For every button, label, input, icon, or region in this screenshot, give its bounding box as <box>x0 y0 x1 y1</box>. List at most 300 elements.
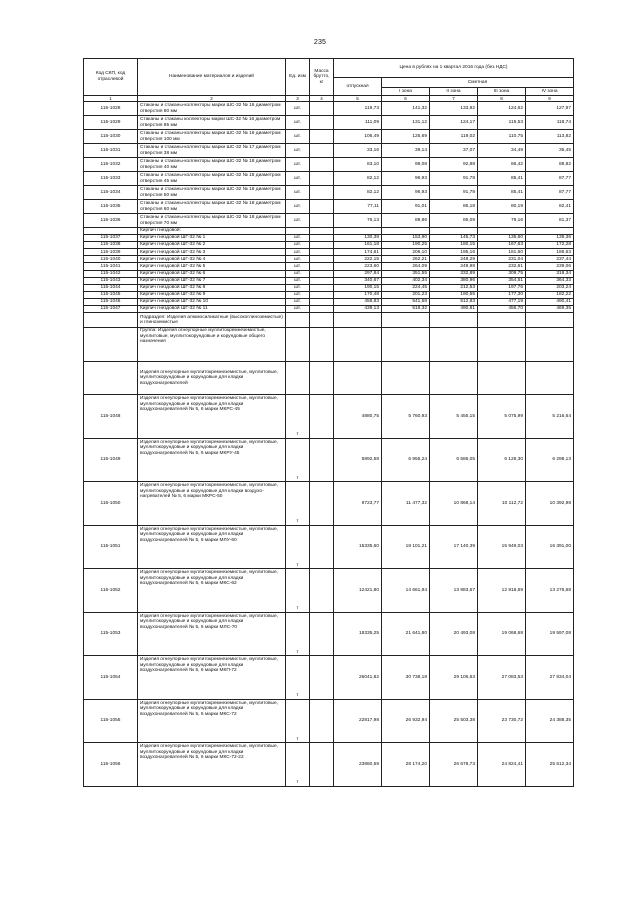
mass-cell <box>310 130 334 144</box>
price-zone-1-cell: 131,12 <box>382 116 430 130</box>
price-zone-2-cell: 133,82 <box>430 102 478 116</box>
code-cell: 115-1055 <box>84 699 138 743</box>
empty-cell <box>334 362 382 395</box>
header-zone-1: I зона <box>382 88 430 96</box>
price-zone-4-cell: 469,35 <box>526 306 574 313</box>
price-zone-3-cell: 27 083,53 <box>478 656 526 700</box>
name-cell: Кирпич гнездовой ШГ-32 № 6 <box>138 270 286 277</box>
table-row <box>84 102 574 116</box>
code-cell <box>84 362 138 395</box>
name-cell: Изделия огнеупорные муллитокремнеземистые, муллитовые, муллитокорундовые и корундовые для кладки воздухонагревателей № 5, 6 марки МКРС-45 <box>138 395 286 439</box>
price-release-cell: 439,13 <box>334 306 382 313</box>
price-release-cell: 119,73 <box>334 102 382 116</box>
price-zone-4-cell: 82,41 <box>526 200 574 214</box>
header-code: Код СКП, код отраслевой <box>84 59 138 96</box>
mass-cell <box>310 569 334 613</box>
unit-cell: т <box>286 612 310 656</box>
price-zone-2-cell: 6 586,05 <box>430 438 478 482</box>
price-zone-2-cell: 332,89 <box>430 270 478 277</box>
price-release-cell: 297,84 <box>334 270 382 277</box>
price-zone-3-cell: 177,30 <box>478 291 526 298</box>
mass-cell <box>310 249 334 256</box>
table-row <box>84 743 574 787</box>
header-zone-4: IV зона <box>526 88 574 96</box>
name-cell: Изделия огнеупорные муллитокремнеземистые, муллитовые, муллитокорундовые и корундовые для кладки воздухонагревателей № 5, 6 марки МЛС-70 <box>138 612 286 656</box>
code-cell <box>84 328 138 362</box>
unit-cell: шт. <box>286 284 310 291</box>
code-cell: 115-1035 <box>84 200 138 214</box>
name-cell: Стаканы и стаканы-коллекторы марки ШС-32 № 18 диаметром отверстия 40 мм <box>138 158 286 172</box>
mass-cell <box>310 270 334 277</box>
column-number: 5 <box>334 96 382 102</box>
price-zone-3-cell: 197,76 <box>478 284 526 291</box>
price-release-cell: 82,12 <box>334 186 382 200</box>
price-zone-2-cell: 212,53 <box>430 284 478 291</box>
code-cell: 115-1054 <box>84 656 138 700</box>
code-cell: 115-1039 <box>84 249 138 256</box>
price-zone-3-cell: 10 112,72 <box>478 482 526 526</box>
code-cell: 115-1056 <box>84 743 138 787</box>
mass-cell <box>310 256 334 263</box>
price-zone-2-cell: 249,98 <box>430 263 478 270</box>
price-zone-4-cell: 27 834,04 <box>526 656 574 700</box>
empty-cell <box>526 313 574 328</box>
price-zone-2-cell: 91,78 <box>430 172 478 186</box>
price-zone-1-cell: 518,32 <box>382 306 430 313</box>
name-cell: Кирпич гнездовой: <box>138 228 286 235</box>
name-cell: Стаканы и стаканы коллекторы марки ШС-32 № 16 диаметром отверстия 85 мм <box>138 116 286 130</box>
price-zone-4-cell: 127,97 <box>526 102 574 116</box>
mass-cell <box>310 242 334 249</box>
code-cell: 115-1053 <box>84 612 138 656</box>
code-cell: 115-1028 <box>84 102 138 116</box>
unit-cell: шт. <box>286 235 310 242</box>
column-number: 1 <box>84 96 138 102</box>
table-row <box>84 656 574 700</box>
price-zone-2-cell: 92,88 <box>430 158 478 172</box>
price-release-cell: 22817,98 <box>334 699 382 743</box>
code-cell: 115-1041 <box>84 263 138 270</box>
price-zone-3-cell: 354,51 <box>478 277 526 284</box>
code-cell: 115-1045 <box>84 291 138 298</box>
price-release-cell: 340,67 <box>334 277 382 284</box>
mass-cell <box>310 116 334 130</box>
price-zone-3-cell: 86,42 <box>478 158 526 172</box>
unit-cell: шт. <box>286 130 310 144</box>
mass-cell <box>310 306 334 313</box>
price-table <box>83 58 574 787</box>
price-zone-1-cell: 96,93 <box>382 186 430 200</box>
subsection-row <box>84 313 574 328</box>
price-zone-2-cell: 29 106,63 <box>430 656 478 700</box>
price-zone-1-cell: 91,01 <box>382 200 430 214</box>
price-release-cell: 458,83 <box>334 298 382 305</box>
price-zone-2-cell: 5 455,15 <box>430 395 478 439</box>
price-zone-3-cell: 6 128,30 <box>478 438 526 482</box>
price-zone-1-cell: 89,86 <box>382 214 430 228</box>
code-cell: 115-1052 <box>84 569 138 613</box>
price-zone-4-cell: 88,82 <box>526 158 574 172</box>
header-mass: Масса брутто, кг <box>310 59 334 96</box>
price-zone-4-cell: 19 597,08 <box>526 612 574 656</box>
table-row <box>84 263 574 270</box>
empty-cell <box>478 228 526 235</box>
price-zone-2-cell: 91,78 <box>430 186 478 200</box>
price-zone-4-cell: 182,22 <box>526 291 574 298</box>
price-release-cell: 161,18 <box>334 242 382 249</box>
price-zone-3-cell: 80,19 <box>478 200 526 214</box>
code-cell: 115-1048 <box>84 395 138 439</box>
price-zone-1-cell: 11 477,32 <box>382 482 430 526</box>
price-zone-4-cell: 6 298,13 <box>526 438 574 482</box>
code-cell: 115-1030 <box>84 130 138 144</box>
header-row-1 <box>84 59 574 78</box>
table-row <box>84 525 574 569</box>
price-release-cell: 4880,75 <box>334 395 382 439</box>
price-zone-2-cell: 124,17 <box>430 116 478 130</box>
price-release-cell: 5892,58 <box>334 438 382 482</box>
unit-cell: т <box>286 569 310 613</box>
empty-cell <box>430 228 478 235</box>
mass-cell <box>310 200 334 214</box>
code-cell: 115-1037 <box>84 235 138 242</box>
price-zone-1-cell: 402,34 <box>382 277 430 284</box>
price-zone-4-cell: 10 392,98 <box>526 482 574 526</box>
price-zone-4-cell: 87,77 <box>526 186 574 200</box>
name-cell: Кирпич гнездовой ШГ-32 № 1 <box>138 235 286 242</box>
mass-cell <box>310 186 334 200</box>
price-zone-1-cell: 98,08 <box>382 158 430 172</box>
price-release-cell: 77,11 <box>334 200 382 214</box>
empty-cell <box>526 362 574 395</box>
name-cell: Стаканы и стаканы-коллекторы марки ШС-32 № 18 диаметром отверстия 70 мм <box>138 214 286 228</box>
price-zone-3-cell: 110,75 <box>478 130 526 144</box>
price-zone-2-cell: 10 868,14 <box>430 482 478 526</box>
table-row <box>84 306 574 313</box>
price-zone-1-cell: 206,10 <box>382 249 430 256</box>
empty-cell <box>334 313 382 328</box>
table-row <box>84 298 574 305</box>
empty-cell <box>382 313 430 328</box>
table-row <box>84 291 574 298</box>
price-zone-4-cell: 239,06 <box>526 263 574 270</box>
table-row <box>84 235 574 242</box>
price-zone-1-cell: 224,45 <box>382 284 430 291</box>
mass-cell <box>310 482 334 526</box>
price-release-cell: 76,13 <box>334 214 382 228</box>
mass-cell <box>310 172 334 186</box>
table-row <box>84 158 574 172</box>
table-row <box>84 130 574 144</box>
table-row <box>84 284 574 291</box>
mass-cell <box>310 214 334 228</box>
empty-cell <box>310 328 334 362</box>
mass-cell <box>310 277 334 284</box>
code-cell: 115-1038 <box>84 242 138 249</box>
price-release-cell: 190,15 <box>334 284 382 291</box>
price-zone-3-cell: 24 824,41 <box>478 743 526 787</box>
code-cell <box>84 313 138 328</box>
price-release-cell: 23860,59 <box>334 743 382 787</box>
unit-cell: шт. <box>286 298 310 305</box>
name-cell: Изделия огнеупорные муллитокремнеземистые, муллитовые, муллитокорундовые и корундовые для кладки воздухонагревателей № 5, 6 марки МЛУ-60 <box>138 525 286 569</box>
price-zone-4-cell: 13 276,68 <box>526 569 574 613</box>
table-row <box>84 270 574 277</box>
price-zone-2-cell: 25 503,38 <box>430 699 478 743</box>
unit-cell: шт. <box>286 102 310 116</box>
unit-cell: шт. <box>286 256 310 263</box>
price-zone-4-cell: 139,36 <box>526 235 574 242</box>
price-zone-3-cell: 12 918,69 <box>478 569 526 613</box>
price-zone-3-cell: 34,49 <box>478 144 526 158</box>
price-zone-4-cell: 24 388,35 <box>526 699 574 743</box>
name-cell: Изделия огнеупорные муллитокремнеземистые, муллитовые, муллитокорундовые и корундовые для кладки воздухо-нагревателей № 5, 6 марки МКРС-50 <box>138 482 286 526</box>
price-zone-3-cell: 85,41 <box>478 186 526 200</box>
price-zone-3-cell: 5 075,99 <box>478 395 526 439</box>
table-row <box>84 277 574 284</box>
empty-cell <box>286 362 310 395</box>
empty-cell <box>430 313 478 328</box>
code-cell <box>84 228 138 235</box>
price-zone-4-cell: 490,41 <box>526 298 574 305</box>
price-release-cell: 83,10 <box>334 158 382 172</box>
name-cell: Кирпич гнездовой ШГ-32 № 4 <box>138 256 286 263</box>
name-cell: Кирпич гнездовой ШГ-32 № 9 <box>138 291 286 298</box>
unit-cell: т <box>286 438 310 482</box>
group-row <box>84 328 574 362</box>
price-zone-1-cell: 5 760,93 <box>382 395 430 439</box>
empty-cell <box>382 328 430 362</box>
empty-cell <box>286 313 310 328</box>
price-zone-3-cell: 79,16 <box>478 214 526 228</box>
empty-cell <box>478 362 526 395</box>
price-zone-4-cell: 87,77 <box>526 172 574 186</box>
code-cell: 115-1047 <box>84 306 138 313</box>
empty-cell <box>310 362 334 395</box>
price-zone-1-cell: 6 955,24 <box>382 438 430 482</box>
price-zone-3-cell: 115,53 <box>478 116 526 130</box>
price-zone-2-cell: 145,73 <box>430 235 478 242</box>
name-cell: Кирпич гнездовой ШГ-32 № 11 <box>138 306 286 313</box>
unit-cell: шт. <box>286 291 310 298</box>
price-zone-1-cell: 153,90 <box>382 235 430 242</box>
price-release-cell: 12421,80 <box>334 569 382 613</box>
price-release-cell: 82,12 <box>334 172 382 186</box>
unit-cell: шт. <box>286 172 310 186</box>
table-row <box>84 699 574 743</box>
unit-cell: т <box>286 743 310 787</box>
price-zone-1-cell: 26 932,94 <box>382 699 430 743</box>
empty-cell <box>334 228 382 235</box>
unit-cell: шт. <box>286 144 310 158</box>
name-cell: Кирпич гнездовой ШГ-32 № 8 <box>138 284 286 291</box>
mass-cell <box>310 144 334 158</box>
empty-cell <box>430 328 478 362</box>
price-release-cell: 18335,25 <box>334 612 382 656</box>
name-cell: Изделия огнеупорные муллитокремнеземистые, муллитовые, муллитокорундовые и корундовые для кладки воздухонагревателей № 5, 6 марки МКС-72 <box>138 699 286 743</box>
price-zone-3-cell: 232,61 <box>478 263 526 270</box>
unit-cell: шт. <box>286 270 310 277</box>
price-zone-1-cell: 30 738,18 <box>382 656 430 700</box>
price-zone-3-cell: 309,75 <box>478 270 526 277</box>
column-number: 8 <box>478 96 526 102</box>
column-number: 7 <box>430 96 478 102</box>
price-zone-2-cell: 26 678,73 <box>430 743 478 787</box>
name-cell: Стаканы и стаканы-коллекторы марки ШС-32 № 18 диаметром отверстия 45 мм <box>138 172 286 186</box>
price-zone-1-cell: 264,09 <box>382 263 430 270</box>
name-cell: Изделия огнеупорные муллитокремнеземистые, муллитовые, муллитокорундовые и корундовые для кладки воздухонагревателей № 5, 6 марки МКРУ-45 <box>138 438 286 482</box>
unit-cell: т <box>286 699 310 743</box>
price-release-cell: 111,09 <box>334 116 382 130</box>
table-row <box>84 242 574 249</box>
price-zone-3-cell: 124,62 <box>478 102 526 116</box>
unit-cell: т <box>286 395 310 439</box>
price-zone-4-cell: 318,34 <box>526 270 574 277</box>
group-row <box>84 362 574 395</box>
code-cell: 115-1029 <box>84 116 138 130</box>
unit-cell: т <box>286 525 310 569</box>
header-estimate: Сметная <box>382 78 574 88</box>
price-zone-2-cell: 85,09 <box>430 214 478 228</box>
price-zone-1-cell: 190,25 <box>382 242 430 249</box>
price-zone-4-cell: 237,44 <box>526 256 574 263</box>
price-zone-2-cell: 190,55 <box>430 291 478 298</box>
mass-cell <box>310 284 334 291</box>
empty-cell <box>382 228 430 235</box>
price-zone-2-cell: 180,15 <box>430 242 478 249</box>
price-zone-2-cell: 37,07 <box>430 144 478 158</box>
code-cell: 115-1050 <box>84 482 138 526</box>
column-number: 3 <box>286 96 310 102</box>
price-release-cell: 9723,77 <box>334 482 382 526</box>
table-row <box>84 569 574 613</box>
price-release-cell: 174,61 <box>334 249 382 256</box>
price-zone-3-cell: 181,60 <box>478 249 526 256</box>
empty-cell <box>310 313 334 328</box>
price-zone-4-cell: 113,82 <box>526 130 574 144</box>
code-cell: 115-1032 <box>84 158 138 172</box>
table-row <box>84 438 574 482</box>
code-cell: 115-1043 <box>84 277 138 284</box>
code-cell: 115-1031 <box>84 144 138 158</box>
price-zone-2-cell: 13 883,67 <box>430 569 478 613</box>
empty-cell <box>334 328 382 362</box>
header-unit: Ед. изм <box>286 59 310 96</box>
name-cell: Кирпич гнездовой ШГ-32 № 7 <box>138 277 286 284</box>
name-cell: Кирпич гнездовой ШГ-32 № 10 <box>138 298 286 305</box>
name-cell: Группа: Изделия огнеупорные муллитокремнеземистые, муллитовые, муллитокорундовые и корундовые общего назначения <box>138 328 286 362</box>
code-cell: 115-1049 <box>84 438 138 482</box>
price-zone-2-cell: 490,81 <box>430 306 478 313</box>
unit-cell: шт. <box>286 277 310 284</box>
price-zone-3-cell: 23 730,72 <box>478 699 526 743</box>
price-zone-4-cell: 5 216,64 <box>526 395 574 439</box>
price-release-cell: 223,60 <box>334 263 382 270</box>
mass-cell <box>310 656 334 700</box>
mass-cell <box>310 291 334 298</box>
table-row <box>84 612 574 656</box>
price-zone-3-cell: 15 949,03 <box>478 525 526 569</box>
unit-cell: т <box>286 656 310 700</box>
unit-cell: т <box>286 482 310 526</box>
unit-cell: шт. <box>286 242 310 249</box>
name-cell: Стаканы и стаканы-коллекторы марки ШС-32 № 16 диаметром отверстия 80 мм <box>138 102 286 116</box>
price-zone-3-cell: 167,63 <box>478 242 526 249</box>
price-zone-1-cell: 21 641,80 <box>382 612 430 656</box>
mass-cell <box>310 612 334 656</box>
price-zone-4-cell: 172,28 <box>526 242 574 249</box>
code-cell: 115-1044 <box>84 284 138 291</box>
price-zone-2-cell: 380,96 <box>430 277 478 284</box>
header-price: Цена в рублях на 1 квартал 2016 года (без НДС) <box>334 59 574 78</box>
price-zone-3-cell: 135,60 <box>478 235 526 242</box>
mass-cell <box>310 102 334 116</box>
table-row <box>84 172 574 186</box>
empty-cell <box>286 328 310 362</box>
name-cell: Изделия огнеупорные муллитокремнеземистые, муллитовые, муллитокорундовые и корундовые для кладки воздухонагревателей № 5, 6 марки МКС-72-22 <box>138 743 286 787</box>
table-row <box>84 116 574 130</box>
code-cell: 115-1046 <box>84 298 138 305</box>
mass-cell <box>310 438 334 482</box>
table-row <box>84 214 574 228</box>
column-number: 4 <box>310 96 334 102</box>
mass-cell <box>310 395 334 439</box>
price-zone-2-cell: 195,16 <box>430 249 478 256</box>
code-cell: 115-1034 <box>84 186 138 200</box>
page-number: 235 <box>313 39 327 46</box>
price-zone-3-cell: 19 068,68 <box>478 612 526 656</box>
price-release-cell: 33,16 <box>334 144 382 158</box>
name-cell: Изделия огнеупорные муллитокремнеземистые, муллитовые, муллитокорундовые и корундовые для кладки воздухонагревателей № 5, 6 марки МКП-72 <box>138 656 286 700</box>
table-row <box>84 186 574 200</box>
price-zone-2-cell: 20 493,08 <box>430 612 478 656</box>
column-number: 2 <box>138 96 286 102</box>
price-zone-1-cell: 141,32 <box>382 102 430 116</box>
mass-cell <box>310 263 334 270</box>
unit-cell: шт. <box>286 200 310 214</box>
code-cell: 115-1033 <box>84 172 138 186</box>
price-zone-4-cell: 16 391,00 <box>526 525 574 569</box>
price-zone-1-cell: 18 101,21 <box>382 525 430 569</box>
empty-cell <box>430 362 478 395</box>
price-zone-2-cell: 119,02 <box>430 130 478 144</box>
unit-cell: шт. <box>286 249 310 256</box>
empty-cell <box>478 313 526 328</box>
table-row <box>84 482 574 526</box>
price-zone-2-cell: 248,29 <box>430 256 478 263</box>
empty-cell <box>310 228 334 235</box>
column-number: 6 <box>382 96 430 102</box>
price-zone-4-cell: 203,24 <box>526 284 574 291</box>
subheader-row <box>84 228 574 235</box>
code-cell: 115-1051 <box>84 525 138 569</box>
header-zone-2: II зона <box>430 88 478 96</box>
price-zone-1-cell: 541,58 <box>382 298 430 305</box>
price-zone-1-cell: 125,69 <box>382 130 430 144</box>
price-zone-3-cell: 456,70 <box>478 306 526 313</box>
empty-cell <box>286 228 310 235</box>
empty-cell <box>382 362 430 395</box>
price-zone-1-cell: 201,23 <box>382 291 430 298</box>
price-release-cell: 222,15 <box>334 256 382 263</box>
price-zone-4-cell: 81,37 <box>526 214 574 228</box>
name-cell: Кирпич гнездовой ШГ-32 № 5 <box>138 263 286 270</box>
code-cell: 115-1040 <box>84 256 138 263</box>
code-cell: 115-1042 <box>84 270 138 277</box>
header-zone-3: III зона <box>478 88 526 96</box>
name-cell: Стаканы и стаканы-коллекторы марки ШС-32 № 16 диаметром отверстия 100 мм <box>138 130 286 144</box>
mass-cell <box>310 699 334 743</box>
